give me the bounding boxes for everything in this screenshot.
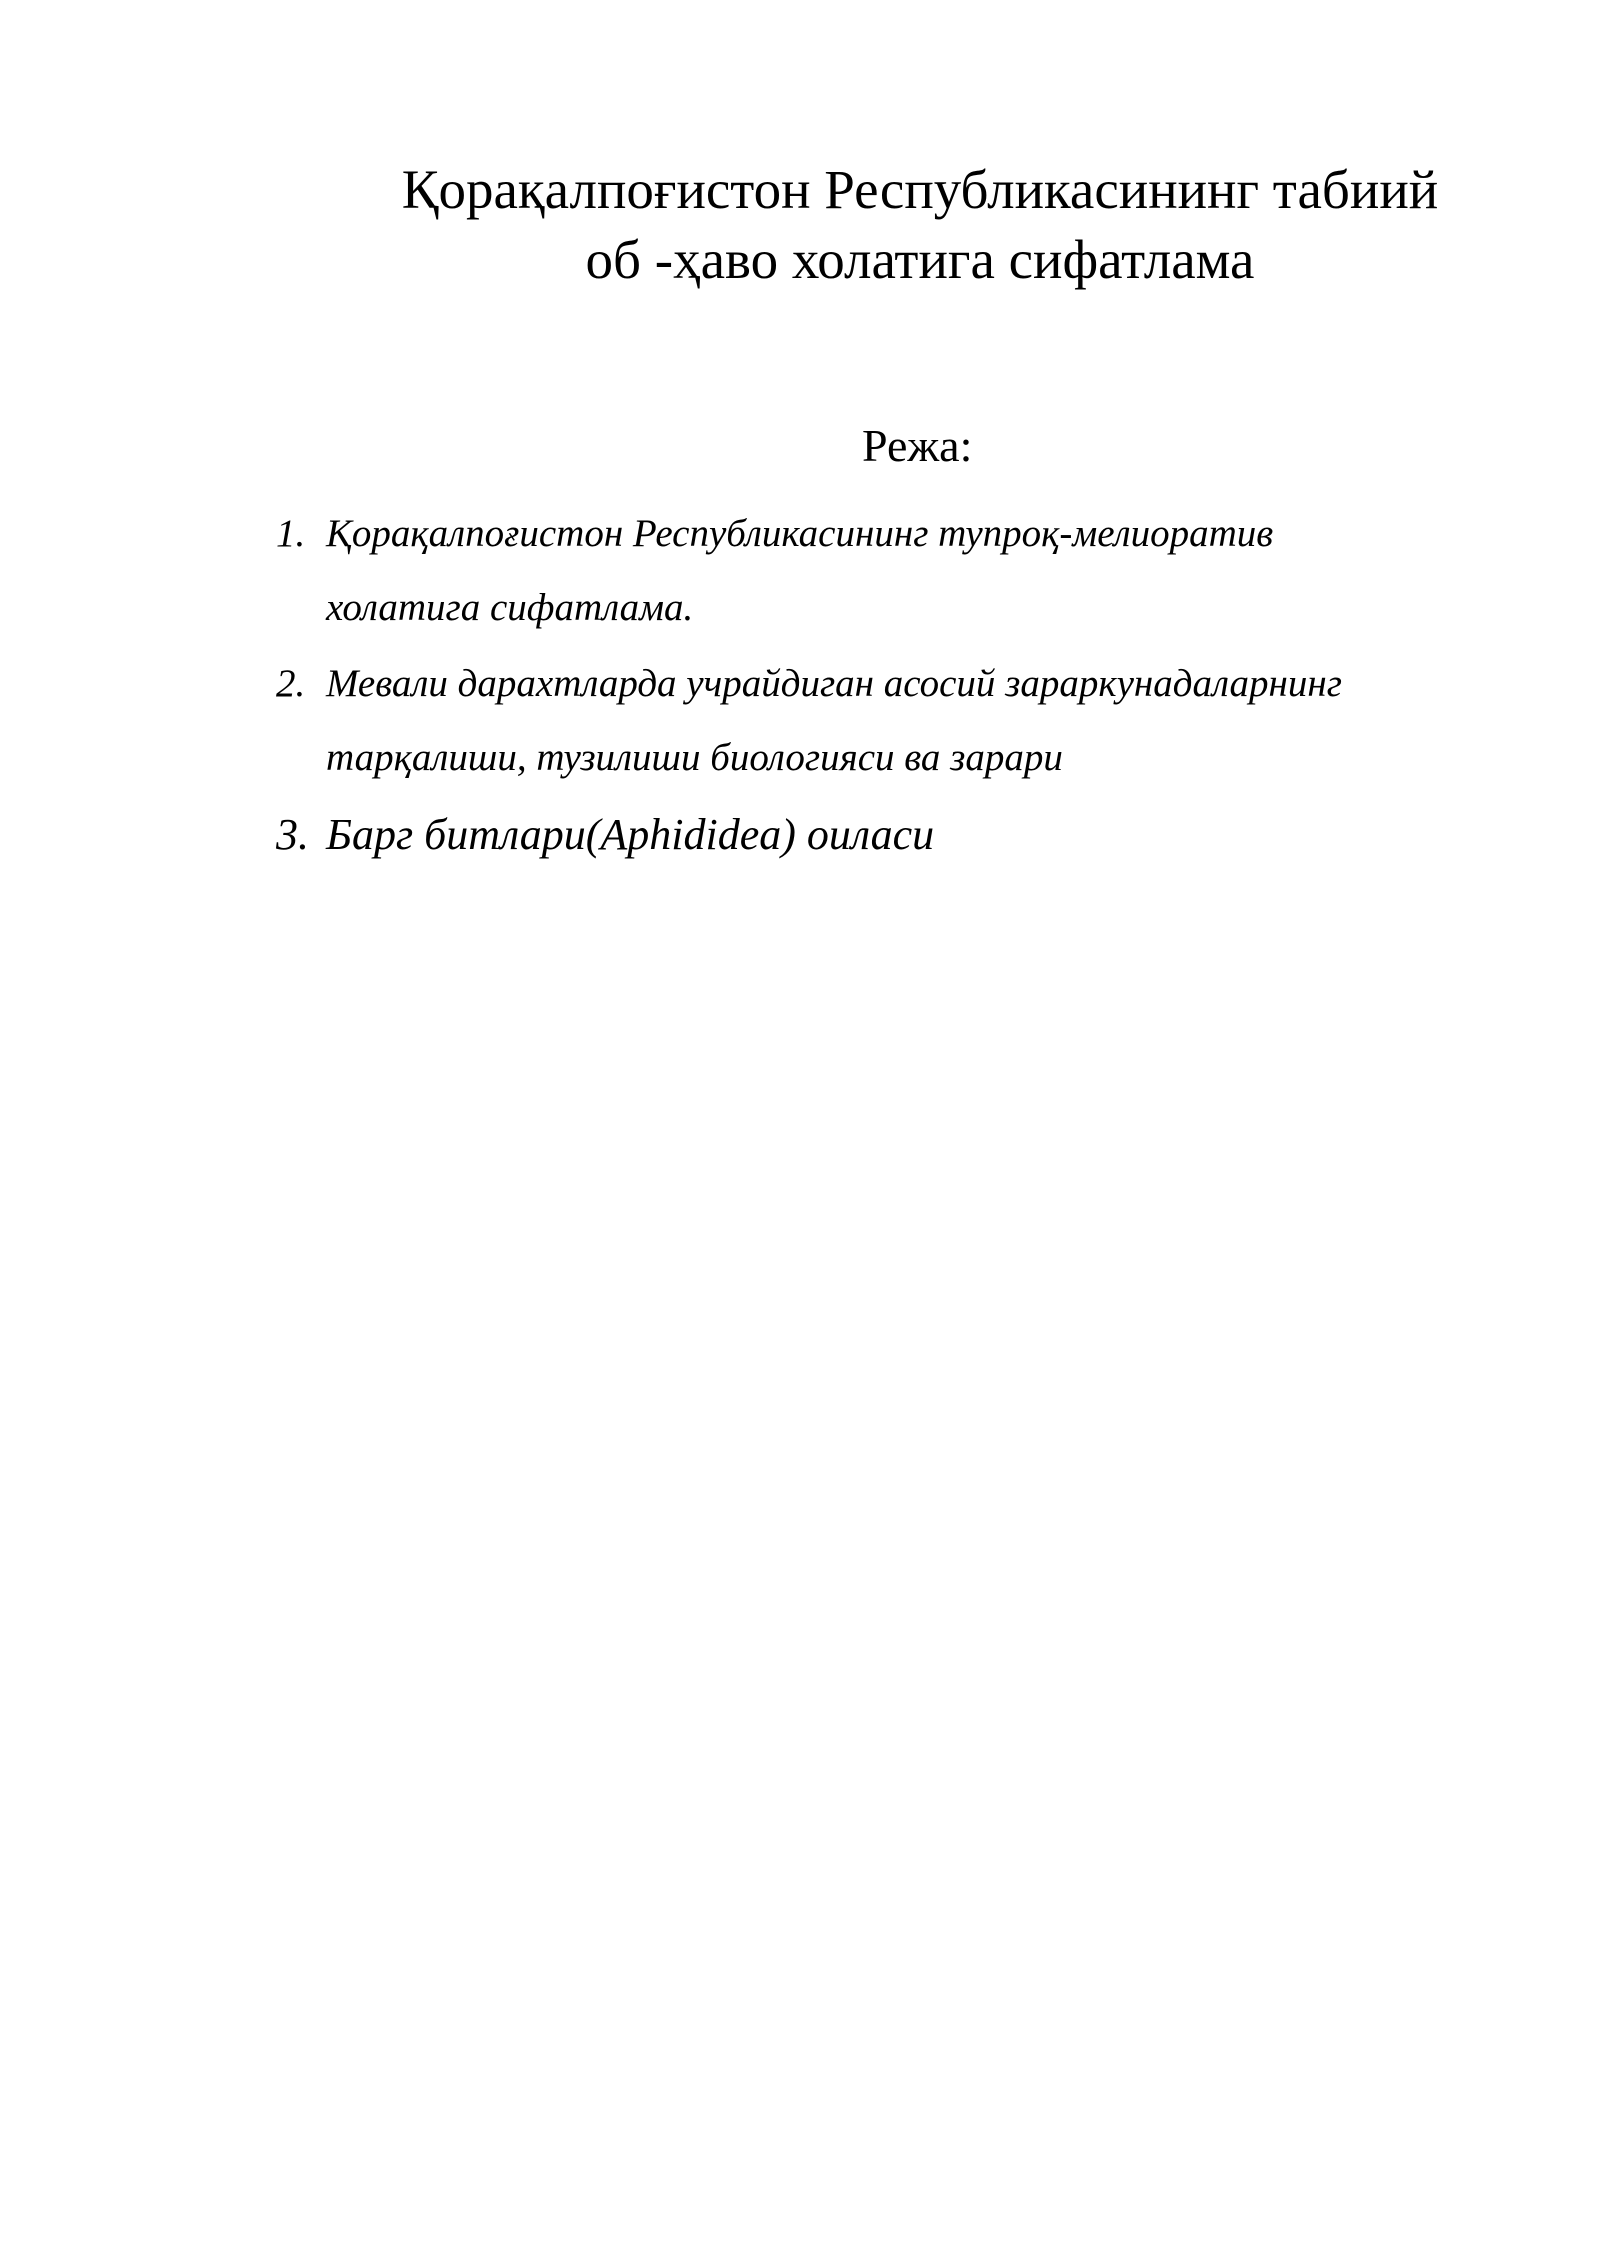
plan-list: [276, 497, 1536, 875]
plan-item-number: 3.: [276, 810, 309, 859]
plan-item-text-line-1: Қорақалпоғистон Республикасининг тупроқ-мелиоратив: [326, 512, 1274, 555]
document-title-line-1: Қорақалпоғистон Республикасининг табиий: [401, 159, 1439, 220]
plan-item-text-line-1: Мевали дарахтларда учрайдиган асосий зараркунадаларнинг: [326, 662, 1342, 705]
plan-item-number: 2.: [276, 662, 306, 705]
plan-item-text-line-1: Барг битлари(Aphididea) оиласи: [326, 810, 935, 859]
document-title: [330, 155, 1510, 295]
plan-item-3: [276, 795, 1536, 875]
plan-item-number: 1.: [276, 512, 306, 555]
plan-item-text-line-2: холатига сифатлама.: [326, 586, 694, 629]
plan-item-1: [276, 497, 1536, 645]
plan-heading: Режа:: [862, 420, 973, 471]
plan-item-2: [276, 647, 1536, 795]
plan-item-text-line-2: тарқалиши, тузилиши биологияси ва зарари: [326, 736, 1063, 779]
document-title-line-2: об -ҳаво холатига сифатлама: [585, 229, 1255, 290]
